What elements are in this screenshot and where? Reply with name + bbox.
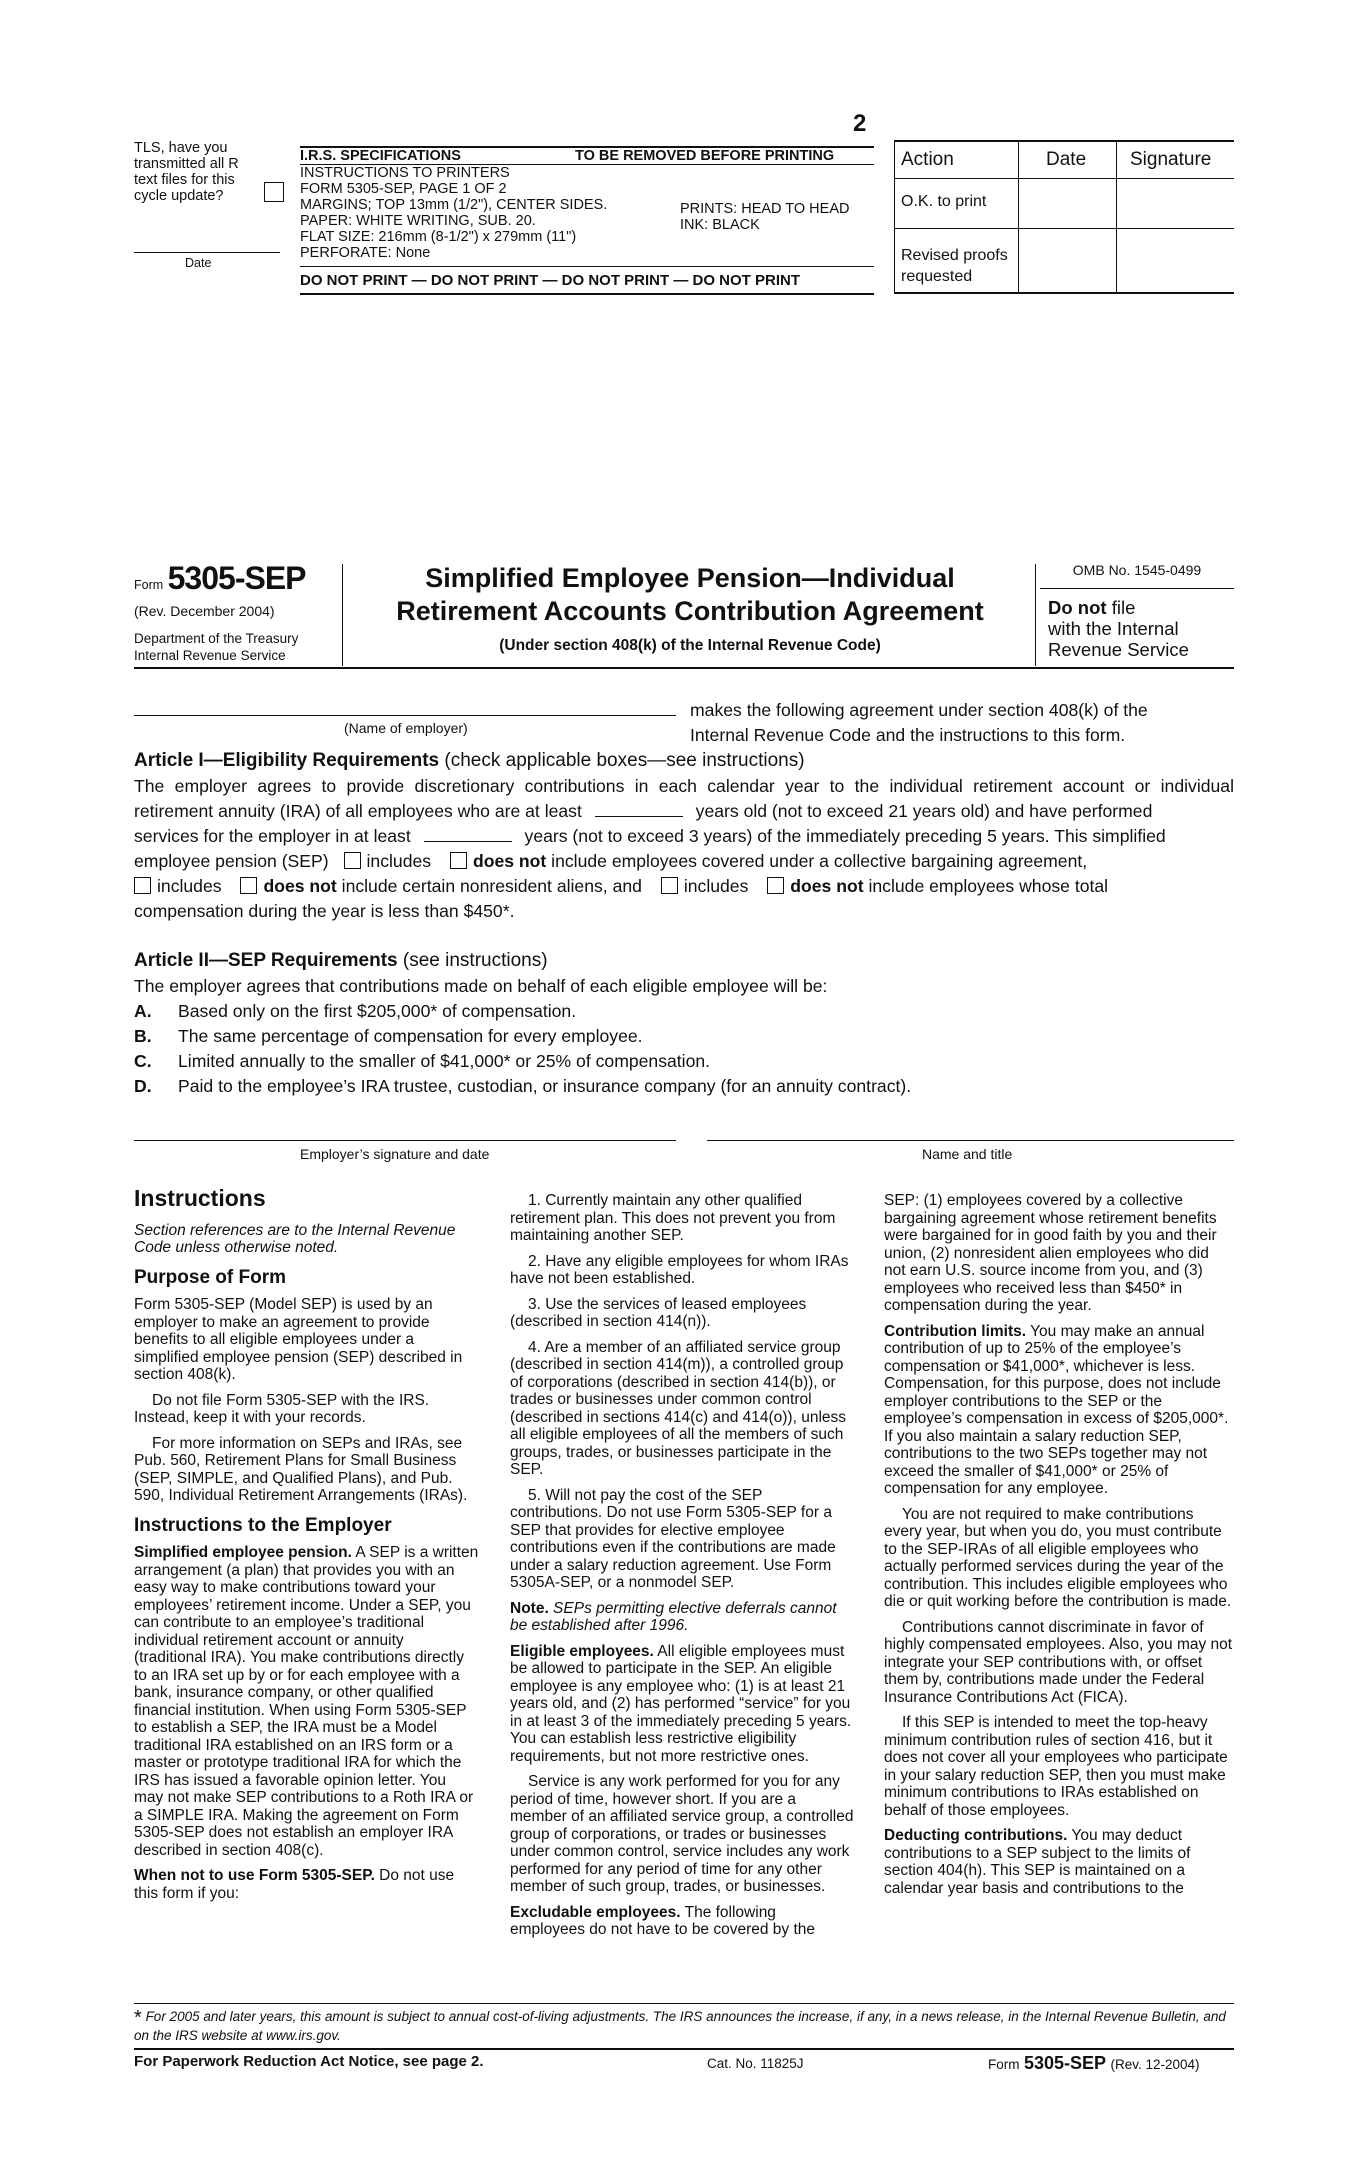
- purpose-p1: Form 5305-SEP (Model SEP) is used by an employer to make an agreement to provide benefits to all eligible employees under a simplified employee pension (SEP) described in section 408(k).: [134, 1296, 463, 1383]
- makes-line: Internal Revenue Code and the instructions to this form.: [690, 725, 1126, 745]
- when-not-paragraph: [134, 1867, 479, 1902]
- paperwork-notice: For Paperwork Reduction Act Notice, see page 2.: [134, 2053, 484, 2070]
- deducting-paragraph: [884, 1827, 1234, 1897]
- revised-proofs: [901, 245, 1008, 287]
- employer-signature-label: Employer’s signature and date: [300, 1146, 490, 1162]
- spec-remove: TO BE REMOVED BEFORE PRINTING: [575, 148, 835, 164]
- condition-4: 4. Are a member of an affiliated service group (described in section 414(m)), a controlled group of corporations (described in section 414(b)), or trades or businesses under common control (described in sections 414(c) and 414(o)), unless all eligible employees of all the members of such groups, trades, or businesses participate in the SEP.: [510, 1338, 847, 1478]
- note-paragraph: [510, 1600, 855, 1635]
- form-id: [134, 560, 306, 597]
- page-number: 2: [853, 110, 867, 137]
- condition-5: 5. Will not pay the cost of the SEP contributions. Do not use Form 5305-SEP for a SEP that provides for elective employee contributions even if the contributions are made under a salary reduction agreement. Use Form 5305A-SEP, or a nonmodel SEP.: [510, 1486, 836, 1591]
- text: does not: [472, 851, 547, 871]
- approval-table: [894, 140, 1234, 294]
- article2-heading: [134, 948, 548, 973]
- spec-line: PERFORATE: None: [300, 245, 431, 261]
- contrib-bold: Contribution limits.: [884, 1322, 1027, 1340]
- revised-line: Revised proofs: [901, 247, 1008, 264]
- eligible-paragraph: [510, 1643, 855, 1766]
- purpose-p2: Do not file Form 5305-SEP with the IRS. Instead, keep it with your records.: [134, 1391, 430, 1426]
- item-text: Limited annually to the smaller of $41,000* or 25% of compensation.: [178, 1051, 711, 1071]
- footnote: * For 2005 and later years, this amount is subject to annual cost-of-living adjustments. The IRS announces the increase, if any, in a news release, in the Internal Revenue Bulletin, and on the IRS website at www.irs.gov.: [134, 2007, 1226, 2043]
- article2-item: [134, 999, 1234, 1024]
- employer-name-label: (Name of employer): [344, 720, 468, 736]
- excludable-bold: Excludable employees.: [510, 1903, 681, 1921]
- do-not-text: Do not: [1048, 597, 1107, 618]
- signature-header: Signature: [1130, 149, 1212, 170]
- spec-line: FORM 5305-SEP, PAGE 1 OF 2: [300, 181, 507, 197]
- title-line: Retirement Accounts Contribution Agreement: [396, 596, 984, 626]
- form-word: Form: [134, 578, 164, 592]
- article2-body: [134, 974, 1234, 1099]
- spec-line: MARGINS; TOP 13mm (1/2"), CENTER SIDES.: [300, 197, 608, 213]
- text: retirement annuity (IRA) of all employees who are at least: [134, 801, 582, 821]
- article1-title: Article I—Eligibility Requirements: [134, 750, 440, 771]
- spec-line: FLAT SIZE: 216mm (8-1/2") x 279mm (11"): [300, 229, 577, 245]
- do-not-print: DO NOT PRINT — DO NOT PRINT — DO NOT PRINT — DO NOT PRINT: [300, 272, 800, 289]
- form-subtitle: (Under section 408(k) of the Internal Revenue Code): [499, 637, 881, 654]
- excludable-continued: SEP: (1) employees covered by a collective bargaining agreement whose retirement benefits were bargained for in good faith by you and their union, (2) nonresident alien employees who did not earn U.S. source income from you, and (3) employees who received less than $450* in compensation during the year.: [884, 1192, 1217, 1314]
- union-does-not-checkbox[interactable]: [450, 852, 467, 869]
- condition-2: 2. Have any eligible employees for whom IRAs have not been established.: [510, 1252, 849, 1287]
- tls-note: [134, 140, 264, 204]
- text: include employees covered under a collective bargaining agreement,: [551, 851, 1088, 871]
- text: includes: [366, 851, 432, 871]
- item-text: The same percentage of compensation for every employee.: [178, 1026, 643, 1046]
- item-key: A.: [134, 1001, 152, 1021]
- min-age-field[interactable]: [595, 802, 683, 817]
- section-refs: Section references are to the Internal Revenue Code unless otherwise noted.: [134, 1221, 456, 1256]
- union-includes-checkbox[interactable]: [344, 852, 361, 869]
- item-text: Paid to the employee’s IRA trustee, custodian, or insurance company (for an annuity contract).: [178, 1076, 912, 1096]
- excludable-text: The following employees do not have to be covered by the: [510, 1903, 816, 1938]
- text: does not: [790, 876, 864, 896]
- text: does not: [263, 876, 337, 896]
- spec-ink: INK: BLACK: [680, 217, 760, 233]
- article2-item: [134, 1074, 1234, 1099]
- footnote-text: For 2005 and later years, this amount is subject to annual cost-of-living adjustments. The IRS announces the increase, if any, in a news release, in the Internal Revenue Bulletin, and on the IRS website at www.irs.gov.: [134, 2009, 1226, 2043]
- article1-line: The employer agrees to provide discretionary contributions in each calendar year to the individual retirement account or individual: [134, 776, 1234, 796]
- instructions-column-1: [134, 1185, 479, 1910]
- revised-line: requested: [901, 268, 973, 285]
- text: include employees whose total: [868, 876, 1109, 896]
- date-header: Date: [1046, 149, 1087, 170]
- tls-line: transmitted all R: [134, 156, 239, 172]
- article2-intro: The employer agrees that contributions made on behalf of each eligible employee will be:: [134, 976, 828, 996]
- action-header: Action: [901, 149, 954, 170]
- service-paragraph: Service is any work performed for you for any period of time, however short. If you are a member of an affiliated service group, a controlled group of corporations, or trades or businesses under common control, service includes any work performed for any period of time for any other member of such group, trades, or businesses.: [510, 1773, 854, 1895]
- makes-agreement: [690, 698, 1235, 748]
- tls-date-label: Date: [185, 256, 212, 270]
- contrib-text: You may make an annual contribution of up to 25% of the employee’s compensation or $41,000*, whichever is less. Compensation, for this purpose, does not include employer contributions to the SEP or the employee’s compensation in excess of $205,000*. If you also maintain a salary reduction SEP, contributions to the two SEPs together may not exceed the smaller of $41,000* or 25% of compensation for any employee.: [884, 1322, 1229, 1497]
- instructions-column-3: [884, 1192, 1234, 1905]
- eligible-text: All eligible employees must be allowed to participate in the SEP. An eligible employee is any employee who: (1) is at least 21 years old, and (2) has performed “service” for you in at least 3 of the immediately preceding 5 years. You can establish less restrictive eligibility requirements, but not more restrictive ones.: [510, 1642, 852, 1765]
- item-key: D.: [134, 1076, 152, 1096]
- dept-line: Department of the Treasury: [134, 631, 299, 646]
- footer-rev: (Rev. 12-2004): [1110, 2057, 1200, 2072]
- min-years-field[interactable]: [424, 827, 512, 842]
- form-title: [350, 562, 1030, 628]
- spec-prints: PRINTS: HEAD TO HEAD: [680, 201, 850, 217]
- ok-to-print: O.K. to print: [901, 193, 987, 210]
- article1-body: [134, 774, 1234, 924]
- article2-item: [134, 1049, 1234, 1074]
- catalog-number: Cat. No. 11825J: [707, 2056, 804, 2071]
- form-number: 5305-SEP: [167, 560, 306, 596]
- footer-form-id: [988, 2053, 1200, 2074]
- comp-includes-checkbox[interactable]: [661, 877, 678, 894]
- item-key: C.: [134, 1051, 152, 1071]
- name-title-line[interactable]: [707, 1140, 1234, 1141]
- spec-line: INSTRUCTIONS TO PRINTERS: [300, 165, 510, 181]
- tls-checkbox[interactable]: [264, 182, 284, 202]
- text: include certain nonresident aliens, and: [341, 876, 642, 896]
- article2-title: Article II—SEP Requirements: [134, 950, 398, 971]
- name-title-label: Name and title: [922, 1146, 1013, 1162]
- note-bold: Note.: [510, 1599, 549, 1617]
- item-key: B.: [134, 1026, 152, 1046]
- text: includes: [157, 876, 222, 896]
- footer-form-word: Form: [988, 2057, 1020, 2072]
- condition-1: 1. Currently maintain any other qualified retirement plan. This does not prevent you from maintaining another SEP.: [510, 1192, 836, 1244]
- instructions-column-2: [510, 1192, 855, 1947]
- file-text: file: [1111, 597, 1136, 618]
- spec-lines: [300, 165, 607, 261]
- article1-line: [134, 799, 1234, 824]
- article1-line: [134, 874, 1234, 899]
- deduct-text: You may deduct contributions to a SEP subject to the limits of section 404(h). This SEP is maintained on a calendar year basis and contributions to the: [884, 1827, 1191, 1897]
- tls-line: text files for this: [134, 172, 235, 188]
- footer-form-number: 5305-SEP: [1023, 2053, 1107, 2073]
- text: years (not to exceed 3 years) of the immediately preceding 5 years. This simplified: [524, 826, 1166, 846]
- title-line: Simplified Employee Pension—Individual: [425, 563, 955, 593]
- employer-instructions-heading: Instructions to the Employer: [134, 1514, 392, 1536]
- condition-3: 3. Use the services of leased employees (described in section 414(n)).: [510, 1295, 807, 1330]
- not-required-paragraph: You are not required to make contributions every year, but when you do, you must contribute to the SEP-IRAs of all eligible employees who actually performed services during the year of the contribution. This includes eligible employees who die or quit working before the contribution is made.: [884, 1505, 1232, 1610]
- purpose-p3: For more information on SEPs and IRAs, see Pub. 560, Retirement Plans for Small Business (SEP, SIMPLE, and Qualified Plans), and Pub. 590, Individual Retirement Arrangements (IRAs).: [134, 1434, 468, 1504]
- tls-line: cycle update?: [134, 188, 224, 204]
- note-text: SEPs permitting elective deferrals cannot be established after 1996.: [510, 1599, 837, 1634]
- spec-title: I.R.S. SPECIFICATIONS: [300, 148, 461, 164]
- tls-line: TLS, have you: [134, 140, 228, 156]
- sep-text: A SEP is a written arrangement (a plan) that provides you with an easy way to make contributions toward your employees’ retirement income. Under a SEP, you can contribute to an employee’s traditional individual retirement account or annuity (traditional IRA). You make contributions directly to an IRA set up by or for each employee with a bank, insurance company, or other qualified financial institution. When using Form 5305-SEP to establish a SEP, the IRA must be a Model traditional IRA established on an IRS form or a master or prototype traditional IRA for which the IRS has issued a favorable opinion letter. You may not make SEP contributions to a Roth IRA or a SIMPLE IRA. Making the agreement on Form 5305-SEP does not establish an employer IRA described in section 408(c).: [134, 1544, 479, 1859]
- sep-bold: Simplified employee pension.: [134, 1544, 352, 1561]
- comp-does-not-checkbox[interactable]: [767, 877, 784, 894]
- employer-signature-line[interactable]: [134, 1140, 676, 1141]
- sep-paragraph: [134, 1544, 479, 1859]
- article2-item: [134, 1024, 1234, 1049]
- file-line: with the Internal: [1048, 618, 1179, 639]
- article1-heading: [134, 748, 1234, 773]
- dept-line: Internal Revenue Service: [134, 648, 286, 663]
- alien-includes-checkbox[interactable]: [134, 877, 151, 894]
- when-bold: When not to use Form 5305-SEP.: [134, 1867, 375, 1884]
- discriminate-paragraph: Contributions cannot discriminate in favor of highly compensated employees. Also, you may not integrate your SEP contributions with, or offset them by, contributions made under the Federal Insurance Contributions Act (FICA).: [884, 1618, 1233, 1706]
- excludable-paragraph: [510, 1904, 855, 1939]
- item-text: Based only on the first $205,000* of compensation.: [178, 1001, 577, 1021]
- article2-note: (see instructions): [402, 950, 548, 971]
- text: includes: [683, 876, 749, 896]
- alien-does-not-checkbox[interactable]: [240, 877, 257, 894]
- article1-line: compensation during the year is less than $450*.: [134, 901, 515, 921]
- article1-note: (check applicable boxes—see instructions): [444, 750, 805, 771]
- instructions-heading: Instructions: [134, 1185, 266, 1211]
- file-line: Revenue Service: [1048, 639, 1189, 660]
- contribution-limits-paragraph: [884, 1323, 1234, 1498]
- makes-line: makes the following agreement under section 408(k) of the: [690, 700, 1148, 720]
- article1-line: [134, 824, 1234, 849]
- text: years old (not to exceed 21 years old) and have performed: [695, 801, 1153, 821]
- spec-line: PAPER: WHITE WRITING, SUB. 20.: [300, 213, 536, 229]
- article1-line: [134, 849, 1234, 874]
- text: employee pension (SEP): [134, 851, 329, 871]
- eligible-bold: Eligible employees.: [510, 1642, 654, 1660]
- department: [134, 630, 298, 664]
- text: services for the employer in at least: [134, 826, 411, 846]
- purpose-heading: Purpose of Form: [134, 1266, 287, 1288]
- do-not-file: [1048, 597, 1189, 660]
- when-text: Do not use this form if you:: [134, 1867, 455, 1902]
- form-rev: (Rev. December 2004): [134, 603, 275, 619]
- top-heavy-paragraph: If this SEP is intended to meet the top-heavy minimum contribution rules of section 416, but it does not cover all your employees who participate in your salary reduction SEP, then you must make minimum contributions to IRAs established on behalf of those employees.: [884, 1714, 1228, 1819]
- deduct-bold: Deducting contributions.: [884, 1827, 1068, 1844]
- omb-number: OMB No. 1545-0499: [1072, 562, 1202, 578]
